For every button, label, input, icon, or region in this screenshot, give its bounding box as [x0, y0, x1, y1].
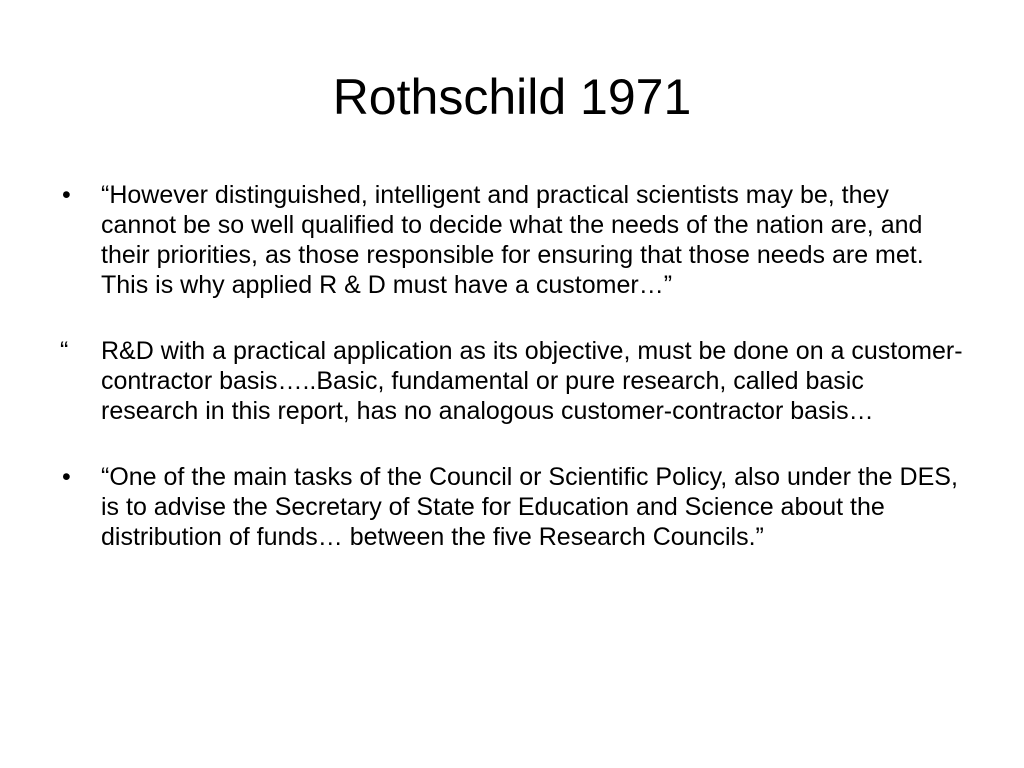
bullet-text: “However distinguished, intelligent and practical scientists may be, they cannot be so well qualified to decide what the needs of the nation are, and their priorities, as those responsible for ensuring that those needs are met. This is why applied R & D must have a customer…” — [101, 181, 924, 299]
bullet-marker: • — [62, 181, 71, 209]
quote-marker: “ — [60, 337, 69, 365]
quote-paragraph — [60, 336, 965, 426]
quote-text: R&D with a practical application as its objective, must be done on a customer-contractor basis…..Basic, fundamental or pure research, called basic research in this report, has no analogous customer-contractor basis… — [101, 337, 963, 425]
slide-title: Rothschild 1971 — [332, 69, 692, 125]
bullet-paragraph — [60, 462, 965, 552]
bullet-text: “One of the main tasks of the Council or Scientific Policy, also under the DES, is to advise the Secretary of State for Education and Science about the distribution of funds… between the five Research Councils.” — [101, 463, 958, 551]
bullet-marker: • — [62, 463, 71, 491]
bullet-paragraph — [60, 180, 965, 300]
slide-body — [60, 180, 965, 588]
